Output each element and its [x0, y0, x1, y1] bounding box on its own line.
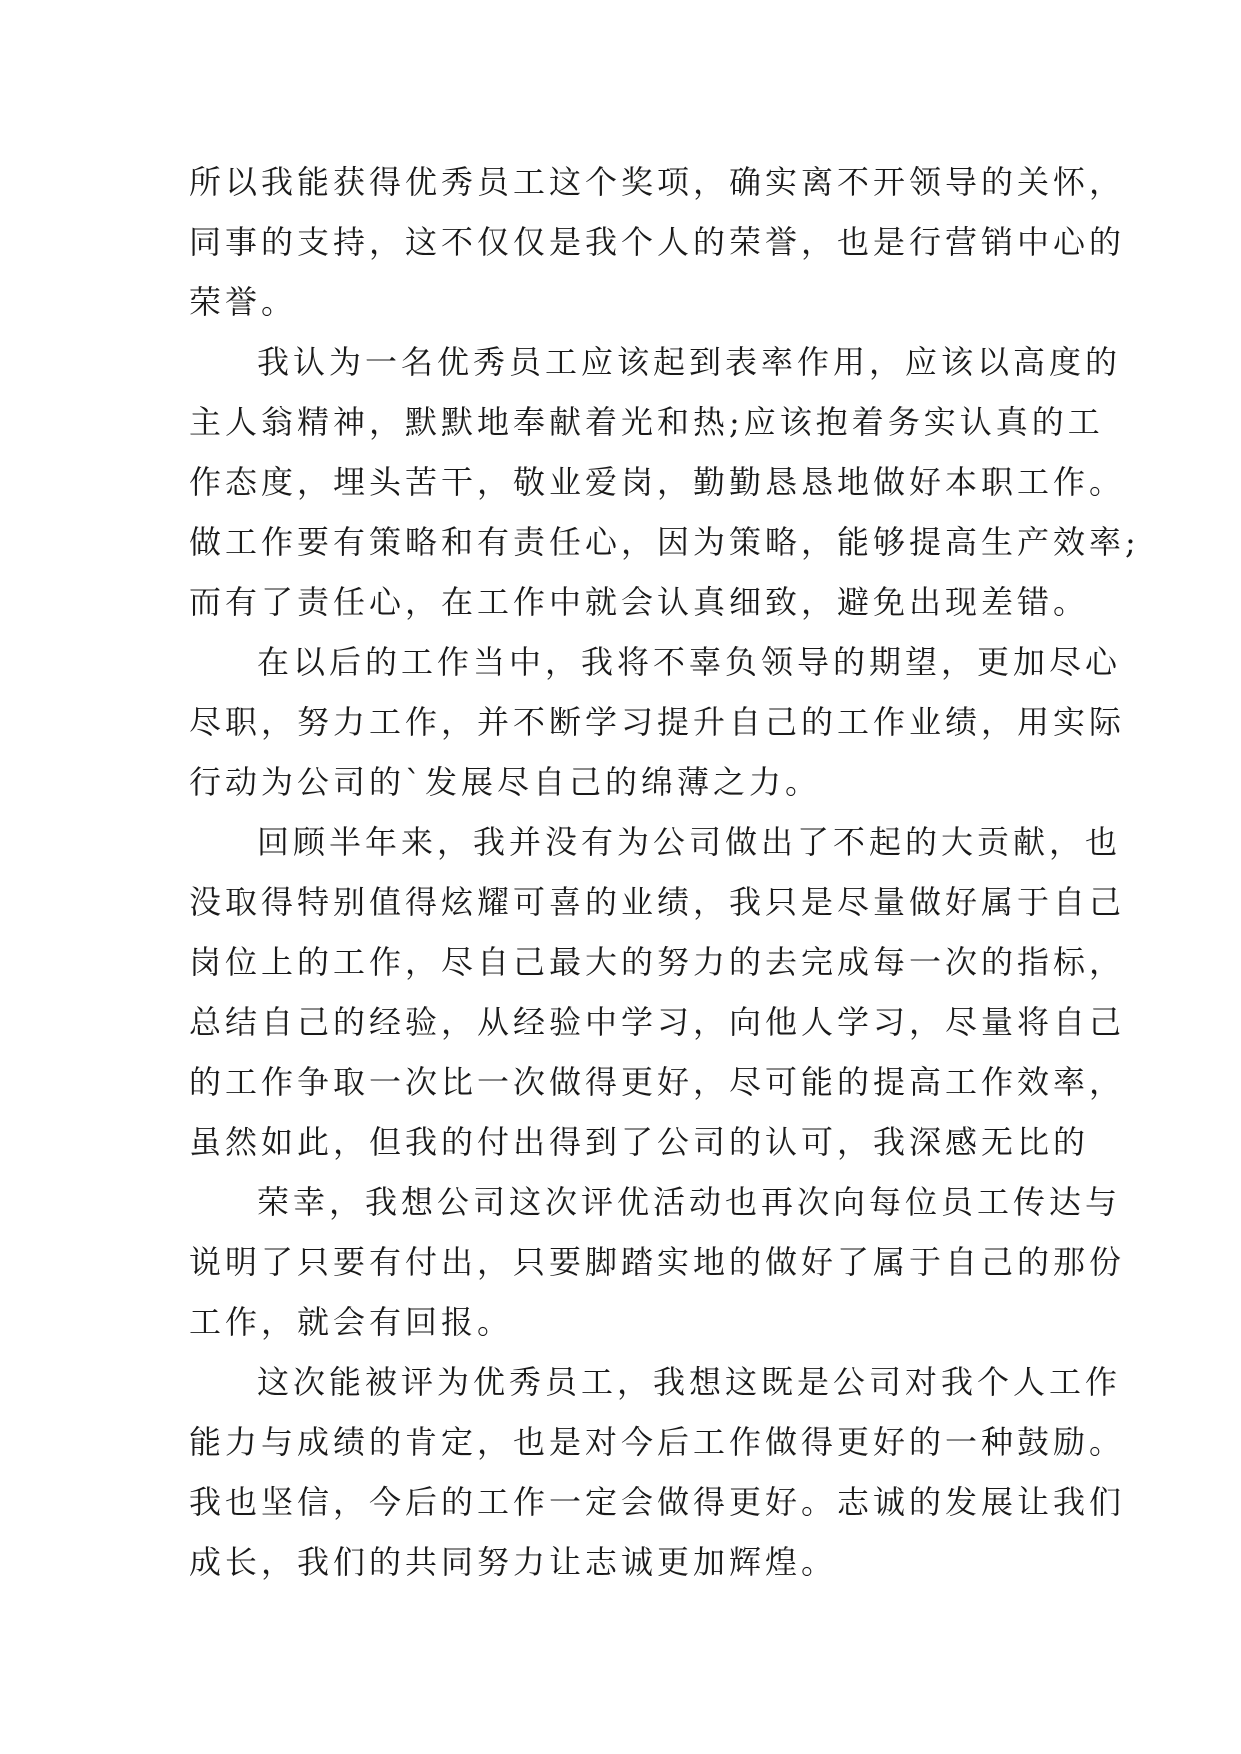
text-line: 虽然如此，但我的付出得到了公司的认可，我深感无比的 — [189, 1123, 1090, 1161]
text-line: 在以后的工作当中，我将不辜负领导的期望，更加尽心 — [257, 643, 1122, 681]
text-line: 说明了只要有付出，只要脚踏实地的做好了属于自己的那份 — [189, 1243, 1126, 1281]
text-line: 的工作争取一次比一次做得更好，尽可能的提高工作效率， — [189, 1063, 1126, 1101]
text-line: 做工作要有策略和有责任心，因为策略，能够提高生产效率; — [189, 523, 1140, 561]
text-line: 而有了责任心，在工作中就会认真细致，避免出现差错。 — [189, 583, 1090, 621]
text-line: 所以我能获得优秀员工这个奖项，确实离不开领导的关怀， — [189, 163, 1126, 201]
text-line: 没取得特别值得炫耀可喜的业绩，我只是尽量做好属于自己 — [189, 883, 1126, 921]
text-line: 成长，我们的共同努力让志诚更加辉煌。 — [189, 1543, 838, 1581]
text-line: 荣誉。 — [189, 283, 298, 321]
text-line: 工作，就会有回报。 — [189, 1303, 514, 1341]
text-line: 尽职，努力工作，并不断学习提升自己的工作业绩，用实际 — [189, 703, 1126, 741]
text-line: 我也坚信，今后的工作一定会做得更好。志诚的发展让我们 — [189, 1483, 1126, 1521]
text-line: 同事的支持，这不仅仅是我个人的荣誉，也是行营销中心的 — [189, 223, 1126, 261]
text-line: 主人翁精神，默默地奉献着光和热;应该抱着务实认真的工 — [189, 403, 1104, 441]
text-line: 我认为一名优秀员工应该起到表率作用，应该以高度的 — [257, 343, 1122, 381]
text-line: 能力与成绩的肯定，也是对今后工作做得更好的一种鼓励。 — [189, 1423, 1126, 1461]
text-line: 总结自己的经验，从经验中学习，向他人学习，尽量将自己 — [189, 1003, 1126, 1041]
text-line: 回顾半年来，我并没有为公司做出了不起的大贡献，也 — [257, 823, 1122, 861]
text-line: 荣幸，我想公司这次评优活动也再次向每位员工传达与 — [257, 1183, 1122, 1221]
text-line: 行动为公司的`发展尽自己的绵薄之力。 — [189, 763, 822, 801]
document-body — [189, 152, 1140, 1592]
text-line: 这次能被评为优秀员工，我想这既是公司对我个人工作 — [257, 1363, 1122, 1401]
text-line: 岗位上的工作，尽自己最大的努力的去完成每一次的指标， — [189, 943, 1126, 981]
text-line: 作态度，埋头苦干，敬业爱岗，勤勤恳恳地做好本职工作。 — [189, 463, 1126, 501]
